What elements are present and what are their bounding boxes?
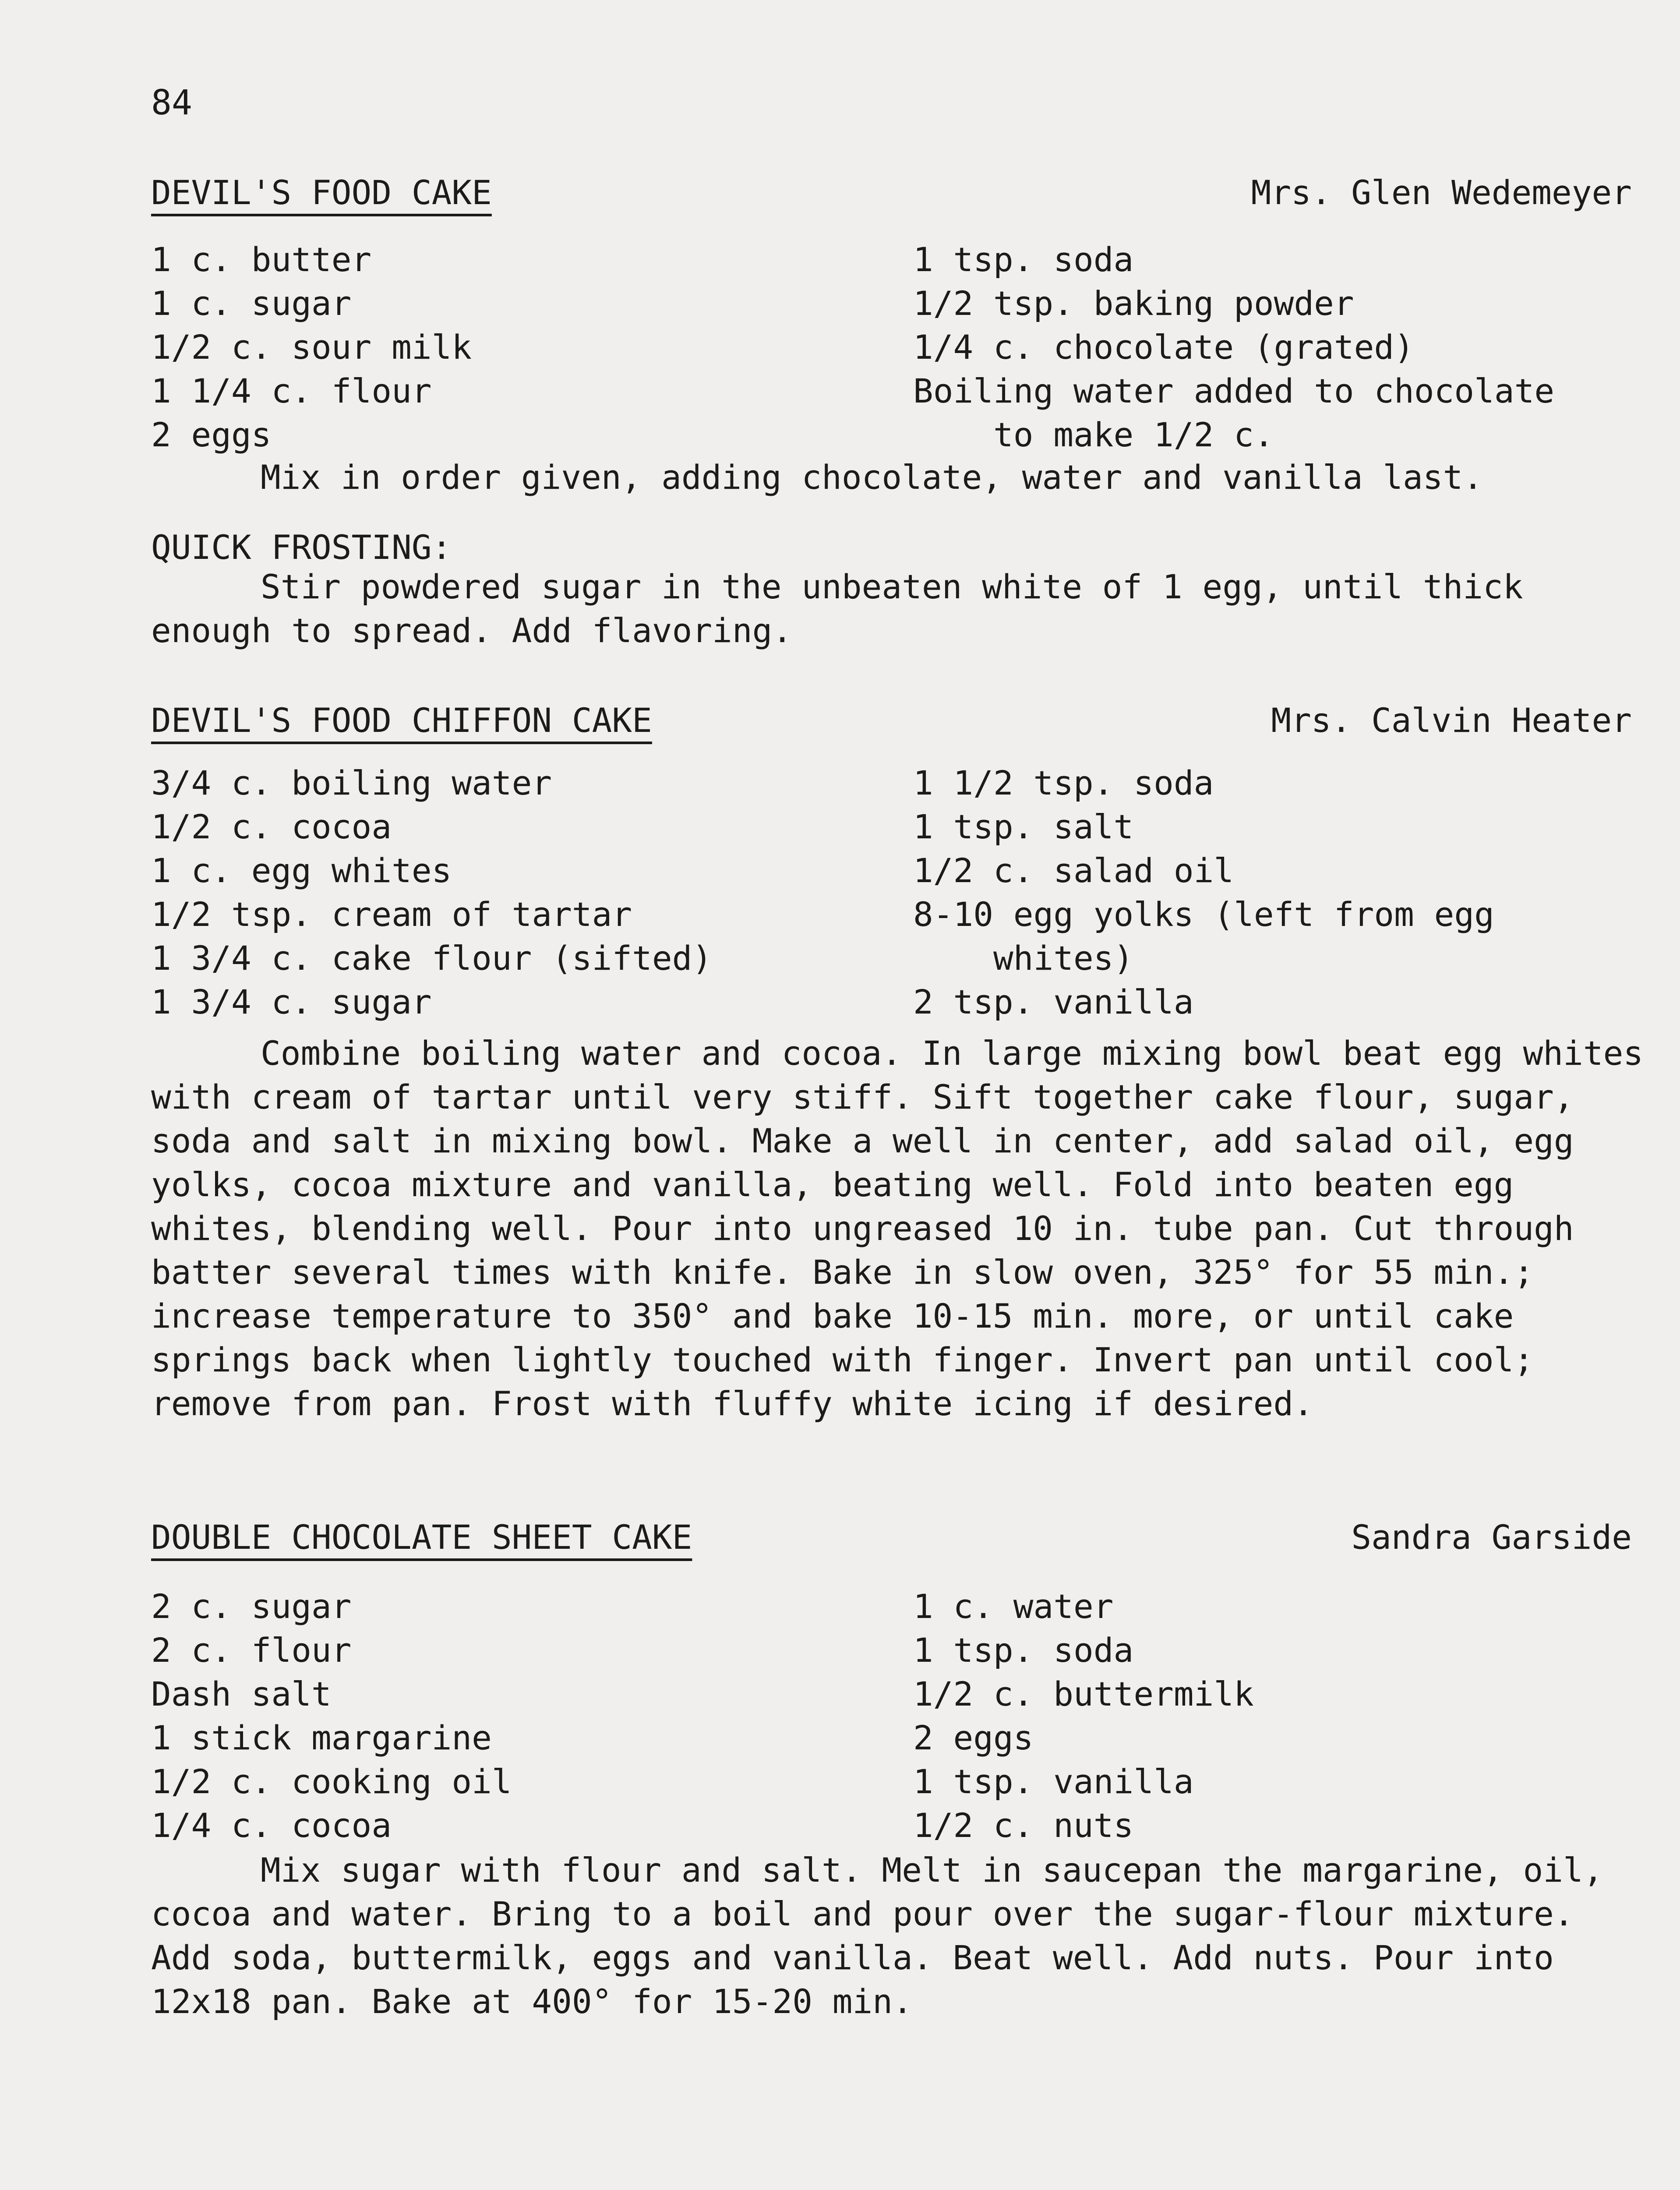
ingredient: 1 c. butter [151,240,372,279]
ingredient: 1/2 c. sour milk [151,328,472,367]
ingredient: 1 c. egg whites [151,851,452,890]
ingredient: 1 tsp. soda [913,240,1134,279]
ingredient: 1/2 tsp. baking powder [913,284,1354,323]
ingredient: 1/2 c. cocoa [151,807,392,846]
ingredient: 2 c. sugar [151,1587,352,1626]
recipe-author: Mrs. Glen Wedemeyer [1251,173,1632,212]
ingredient: 1 c. sugar [151,284,352,323]
ingredient: 1 stick margarine [151,1718,492,1757]
frosting-title: QUICK FROSTING: [151,528,452,567]
ingredient: 1/4 c. cocoa [151,1806,392,1845]
recipe-method: Combine boiling water and cocoa. In large mixing bowl beat egg whites with cream of tartar until very stiff. Sift together cake flour, sugar, soda and salt in mixing bowl. Make a well in center, add salad oil, egg yolks, cocoa mixture and vanilla, beating well. Fold into beaten egg whites, blending well. Pour into ungreased 10 in. tube pan. Cut through batter several times with knife. Bake in slow oven, 325° for 55 min.; increase temperature to 350° and bake 10-15 min. more, or until cake springs back when lightly touched with finger. Invert pan until cool; remove from pan. Frost with fluffy white icing if desired. [151,1034,1644,1423]
ingredient: 1 tsp. vanilla [913,1762,1194,1801]
recipe-title: DOUBLE CHOCOLATE SHEET CAKE [151,1518,692,1557]
recipe-title: DEVIL'S FOOD CHIFFON CAKE [151,701,652,740]
ingredient: 1/2 c. buttermilk [913,1674,1254,1713]
page-number: 84 [151,83,192,123]
ingredient: 3/4 c. boiling water [151,763,552,802]
ingredient: 1 1/4 c. flour [151,371,432,410]
recipe-author: Mrs. Calvin Heater [1271,701,1632,740]
ingredient: 2 eggs [151,415,272,454]
ingredient: 1/4 c. chocolate (grated) [913,328,1414,367]
ingredient: 1/2 c. cooking oil [151,1762,512,1801]
recipe-method: Mix in order given, adding chocolate, water and vanilla last. [261,458,1483,497]
ingredient: 1 3/4 c. cake flour (sifted) [151,939,713,978]
ingredient: 1 1/2 tsp. soda [913,763,1214,802]
ingredient: Boiling water added to chocolate [913,371,1555,410]
ingredient: 2 c. flour [151,1631,352,1670]
ingredient: 1 c. water [913,1587,1114,1626]
ingredient: 1/2 c. nuts [913,1806,1134,1845]
ingredient: 8-10 egg yolks (left from egg [913,895,1494,934]
ingredient: whites) [913,939,1134,978]
frosting-text: Stir powdered sugar in the unbeaten white of 1 egg, until thick enough to spread. Add flavoring. [151,567,1523,650]
ingredient: 1 3/4 c. sugar [151,982,432,1021]
recipe-method: Mix sugar with flour and salt. Melt in saucepan the margarine, oil, cocoa and water. Bring to a boil and pour over the sugar-flour mixture. Add soda, buttermilk, eggs and vanilla. Beat well. Add nuts. Pour into 12x18 pan. Bake at 400° for 15-20 min. [151,1851,1603,2021]
ingredient: 2 tsp. vanilla [913,982,1194,1021]
ingredient: to make 1/2 c. [913,415,1274,454]
ingredient: 1/2 c. salad oil [913,851,1234,890]
ingredient: 1 tsp. salt [913,807,1134,846]
ingredient: Dash salt [151,1674,332,1713]
recipe-title: DEVIL'S FOOD CAKE [151,173,492,212]
ingredient: 1/2 tsp. cream of tartar [151,895,632,934]
ingredient: 2 eggs [913,1718,1034,1757]
ingredient: 1 tsp. soda [913,1631,1134,1670]
recipe-author: Sandra Garside [1351,1518,1632,1557]
